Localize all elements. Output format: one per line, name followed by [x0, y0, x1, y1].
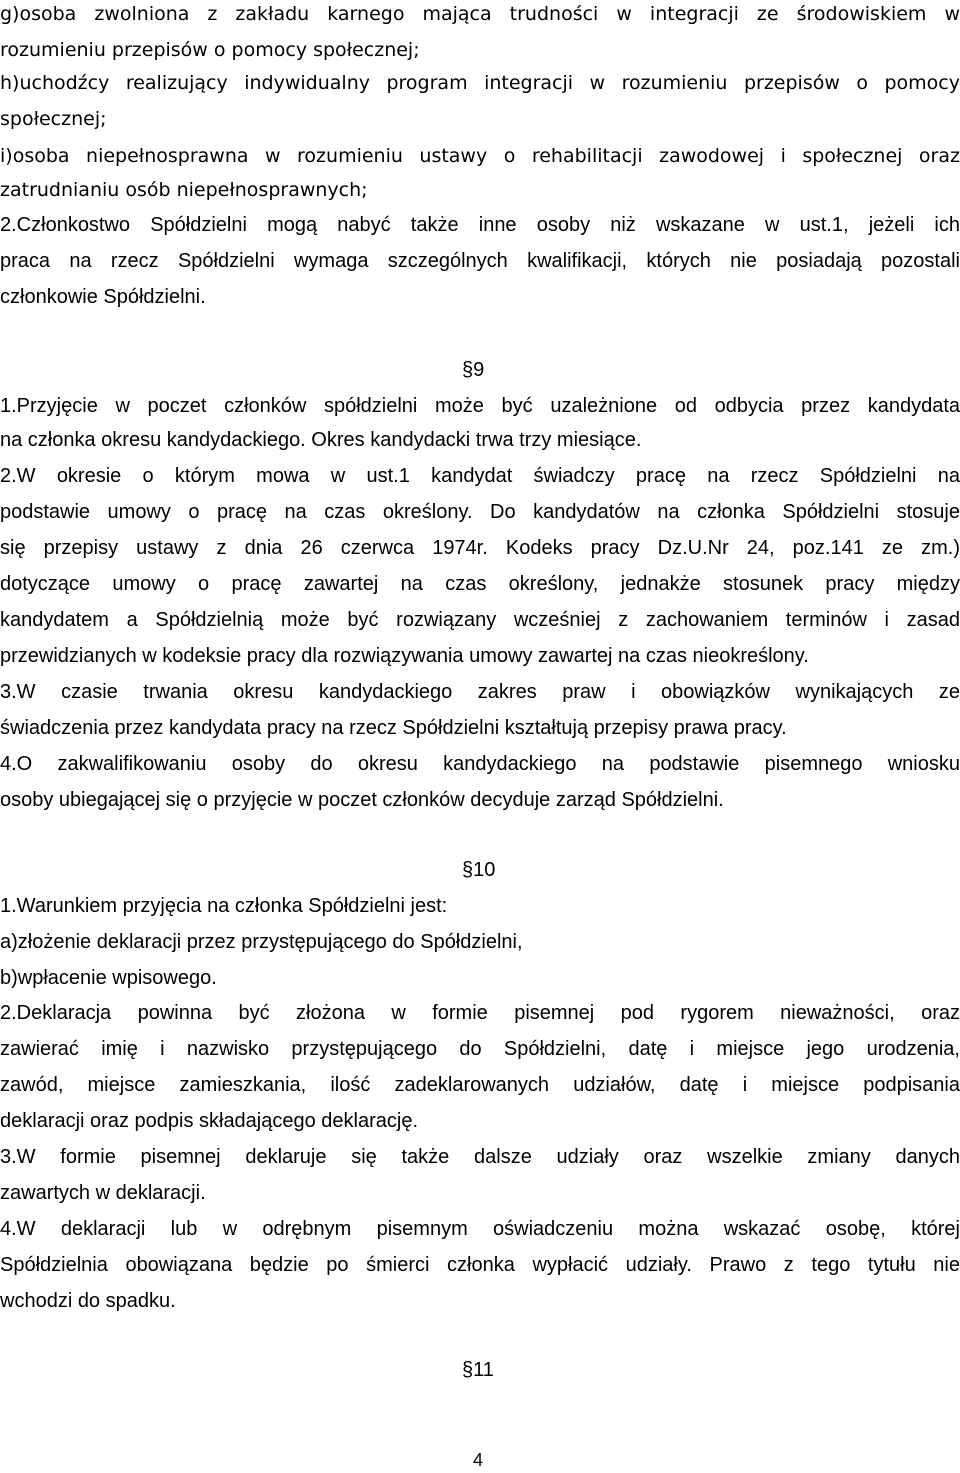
- text-line: deklaracji oraz podpis składającego deklarację.: [0, 1110, 419, 1132]
- text-line: b)wpłacenie wpisowego.: [0, 967, 217, 989]
- text-line: podstawie umowy o pracę na czas określony. Do kandydatów na członka Spółdzielni stosuje: [0, 501, 960, 523]
- text-line: dotyczące umowy o pracę zawartej na czas określony, jednakże stosunek pracy między: [0, 573, 960, 595]
- text-line: osoby ubiegającej się o przyjęcie w poczet członków decyduje zarząd Spółdzielni.: [0, 789, 724, 811]
- text-line: zawód, miejsce zamieszkania, ilość zadeklarowanych udziałów, datę i miejsce podpisania: [0, 1074, 960, 1096]
- text-line: świadczenia przez kandydata pracy na rzecz Spółdzielni kształtują przepisy prawa pracy.: [0, 717, 787, 739]
- text-line: przewidzianych w kodeksie pracy dla rozwiązywania umowy zawartej na czas nieokreślony.: [0, 645, 809, 667]
- text-line: się przepisy ustawy z dnia 26 czerwca 1974r. Kodeks pracy Dz.U.Nr 24, poz.141 ze zm.): [0, 537, 960, 559]
- text-line: a)złożenie deklaracji przez przystępującego do Spółdzielni,: [0, 931, 523, 953]
- text-line: rozumieniu przepisów o pomocy społecznej;: [0, 39, 420, 61]
- text-line: 3.W formie pisemnej deklaruje się także dalsze udziały oraz wszelkie zmiany danych: [0, 1146, 960, 1168]
- text-line: 3.W czasie trwania okresu kandydackiego zakres praw i obowiązków wynikających ze: [0, 681, 960, 703]
- text-line: społecznej;: [0, 108, 107, 130]
- text-line: zawierać imię i nazwisko przystępującego do Spółdzielni, datę i miejsce jego urodzenia,: [0, 1038, 960, 1060]
- text-line: 1.Przyjęcie w poczet członków spółdzielni może być uzależnione od odbycia przez kandydata: [0, 395, 960, 417]
- text-line: 2.Deklaracja powinna być złożona w formie pisemnej pod rygorem nieważności, oraz: [0, 1002, 960, 1024]
- text-line: zatrudnianiu osób niepełnosprawnych;: [0, 179, 368, 201]
- section-heading: §10: [462, 859, 496, 881]
- text-line: zawartych w deklaracji.: [0, 1182, 206, 1204]
- page-number: 4: [473, 1450, 484, 1470]
- text-line: g)osoba zwolniona z zakładu karnego mająca trudności w integracji ze środowiskiem w: [0, 3, 960, 25]
- text-line: członkowie Spółdzielni.: [0, 286, 206, 308]
- text-line: 4.W deklaracji lub w odrębnym pisemnym oświadczeniu można wskazać osobę, której: [0, 1218, 960, 1240]
- text-line: 2.Członkostwo Spółdzielni mogą nabyć także inne osoby niż wskazane w ust.1, jeżeli ich: [0, 214, 960, 236]
- text-line: Spółdzielnia obowiązana będzie po śmierci członka wypłacić udziały. Prawo z tego tytułu nie: [0, 1254, 960, 1276]
- text-line: kandydatem a Spółdzielnią może być rozwiązany wcześniej z zachowaniem terminów i zasad: [0, 609, 960, 631]
- text-line: i)osoba niepełnosprawna w rozumieniu ustawy o rehabilitacji zawodowej i społecznej oraz: [0, 145, 960, 167]
- section-heading: §9: [462, 359, 485, 381]
- section-heading: §11: [462, 1359, 494, 1381]
- text-line: 2.W okresie o którym mowa w ust.1 kandydat świadczy pracę na rzecz Spółdzielni na: [0, 465, 960, 487]
- text-line: praca na rzecz Spółdzielni wymaga szczególnych kwalifikacji, których nie posiadają pozostali: [0, 250, 960, 272]
- text-line: wchodzi do spadku.: [0, 1290, 176, 1312]
- text-line: na członka okresu kandydackiego. Okres kandydacki trwa trzy miesiące.: [0, 429, 642, 451]
- text-line: 1.Warunkiem przyjęcia na członka Spółdzielni jest:: [0, 895, 448, 917]
- text-line: 4.O zakwalifikowaniu osoby do okresu kandydackiego na podstawie pisemnego wniosku: [0, 753, 960, 775]
- text-line: h)uchodźcy realizujący indywidualny program integracji w rozumieniu przepisów o pomocy: [0, 72, 960, 94]
